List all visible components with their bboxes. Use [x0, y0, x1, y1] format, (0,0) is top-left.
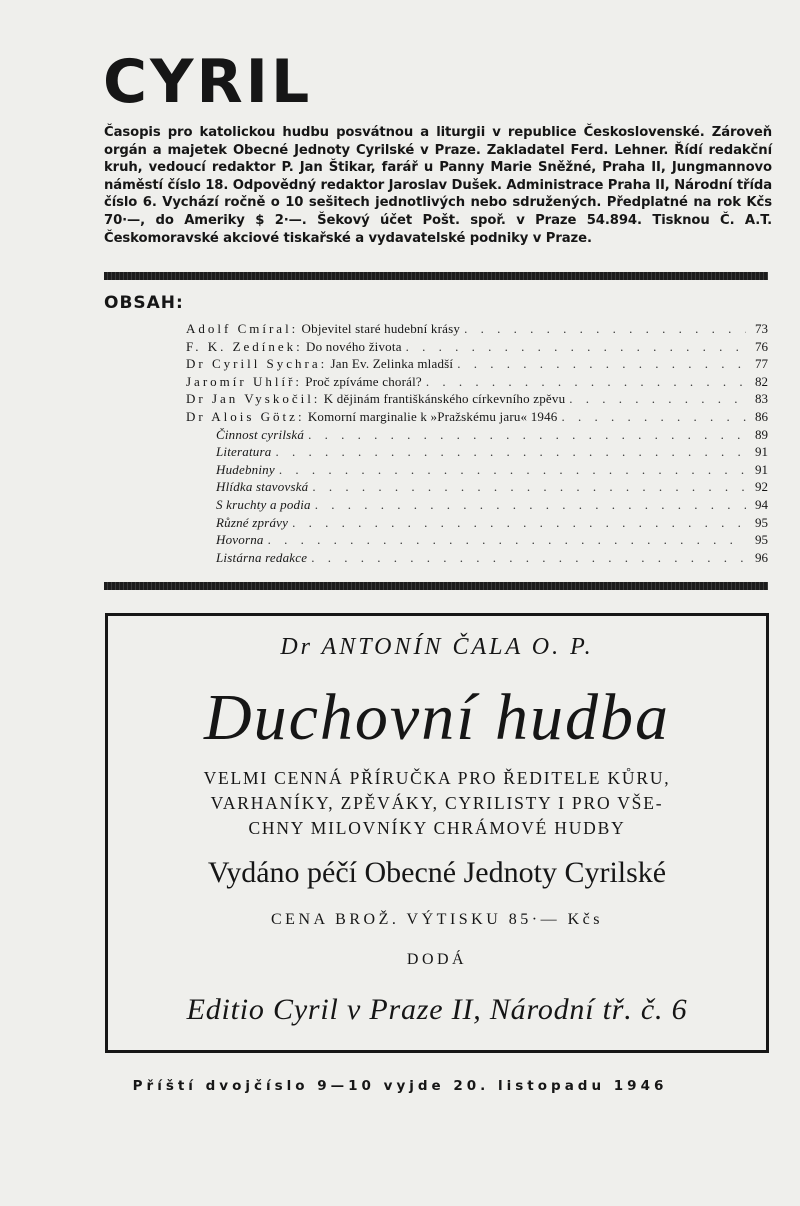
toc-author: Jaromír Uhlíř:	[186, 373, 303, 389]
toc-section-title: Hudebniny	[216, 461, 275, 477]
toc-entry[interactable]	[186, 339, 768, 357]
toc-section-title: S kruchty a podia	[216, 496, 311, 512]
toc-section-title: Literatura	[216, 444, 272, 460]
toc-entry[interactable]	[186, 356, 768, 374]
toc-author: F. K. Zedínek:	[186, 338, 303, 354]
middle-divider	[104, 582, 768, 590]
dot-leader	[464, 321, 746, 337]
ad-price: CENA BROŽ. VÝTISKU 85·— Kčs	[271, 911, 603, 928]
toc-page-number: 77	[755, 356, 768, 372]
toc-page-number: 76	[755, 338, 768, 354]
dot-leader	[457, 356, 746, 372]
ad-description	[128, 766, 746, 841]
toc-page-number: 91	[755, 444, 768, 460]
toc-section-title: Hlídka stavovská	[216, 479, 309, 495]
imprint-paragraph: Časopis pro katolickou hudbu posvátnou a liturgii v republice Československé. Zároveň orgán a majetek Obecné Jednoty Cyrilské v Praze. Zakladatel Ferd. Lehner. Řídí redakční kruh, vedoucí redaktor P. Jan Štikar, farář u Panny Marie Sněžné, Praha II, Jungmannovo náměstí číslo 18. Odpovědný redaktor Jaroslav Dušek. Administrace Praha II, Národní třída číslo 6. Vychází ročně o 10 sešitech jednotlivých nebo sdružených. Předplatné na rok Kčs 70·—, do Ameriky $ 2·—. Šekový účet Pošt. spoř. v Praze 54.894. Tisknou Č. A.T. Českomoravské akciové tiskařské a vydavatelské podniky v Praze.	[104, 125, 772, 246]
toc-author: Adolf Cmíral:	[186, 321, 299, 336]
dot-leader	[315, 497, 746, 513]
ad-book-title: Duchovní hudba	[203, 681, 671, 754]
toc-entry[interactable]	[186, 321, 768, 339]
dot-leader	[311, 550, 746, 566]
toc-page-number: 96	[755, 549, 768, 565]
dot-leader	[312, 479, 746, 495]
toc-author: Dr Cyrill Sychra:	[186, 356, 328, 372]
toc-section-title: Činnost cyrilská	[216, 426, 305, 442]
toc-section[interactable]	[186, 550, 768, 568]
table-of-contents	[186, 321, 768, 567]
ad-author: Dr ANTONÍN ČALA O. P.	[280, 634, 594, 660]
toc-page-number: 89	[755, 426, 768, 442]
toc-page-number: 91	[755, 461, 768, 477]
dot-leader	[275, 444, 746, 460]
book-advertisement	[105, 613, 769, 1053]
toc-title: Do nového života	[306, 338, 402, 354]
toc-section-title: Různé zprávy	[216, 514, 289, 530]
dot-leader	[279, 462, 746, 478]
dot-leader	[426, 374, 746, 390]
toc-author: Dr Jan Vyskočil:	[186, 391, 321, 407]
toc-section[interactable]	[186, 479, 768, 497]
dot-leader	[569, 391, 746, 407]
ad-publisher: Vydáno péčí Obecné Jednoty Cyrilské	[207, 856, 667, 889]
dot-leader	[406, 339, 746, 355]
toc-section-title: Listárna redakce	[216, 549, 308, 565]
next-issue-notice: Příští dvojčíslo 9—10 vyjde 20. listopadu 1946	[132, 1078, 668, 1094]
toc-title: Objevitel staré hudební krásy	[301, 321, 461, 336]
toc-entry[interactable]	[186, 391, 768, 409]
toc-page-number: 95	[755, 532, 768, 548]
toc-title: Jan Ev. Zelinka mladší	[330, 356, 454, 372]
masthead-title: CYRIL	[103, 47, 313, 117]
ad-description-line: CHNY MILOVNÍKY CHRÁMOVÉ HUDBY	[248, 818, 626, 838]
toc-entry[interactable]	[186, 409, 768, 427]
toc-section[interactable]	[186, 462, 768, 480]
top-divider	[104, 272, 768, 280]
ad-address: Editio Cyril v Praze II, Národní tř. č. 6	[186, 993, 688, 1026]
toc-heading: OBSAH:	[104, 293, 184, 313]
ad-description-line: VELMI CENNÁ PŘÍRUČKA PRO ŘEDITELE KŮRU,	[203, 768, 671, 788]
toc-author: Dr Alois Götz:	[186, 408, 305, 424]
toc-page-number: 82	[755, 373, 768, 389]
dot-leader	[308, 427, 746, 443]
toc-section[interactable]	[186, 515, 768, 533]
toc-page-number: 95	[755, 514, 768, 530]
toc-page-number: 86	[755, 408, 768, 424]
dot-leader	[562, 409, 746, 425]
toc-section[interactable]	[186, 532, 768, 550]
ad-supplier-label: DODÁ	[406, 951, 468, 968]
toc-title: Komorní marginalie k »Pražskému jaru« 1946	[307, 408, 558, 424]
dot-leader	[292, 515, 746, 531]
toc-title: K dějinám františkánského církevního zpěvu	[323, 391, 566, 407]
toc-entry[interactable]	[186, 374, 768, 392]
toc-page-number: 83	[755, 391, 768, 407]
toc-page-number: 94	[755, 496, 768, 512]
toc-page-number: 92	[755, 479, 768, 495]
toc-section-title: Hovorna	[216, 532, 264, 548]
dot-leader	[268, 532, 746, 548]
toc-title: Proč zpíváme chorál?	[305, 373, 422, 389]
toc-page-number: 73	[755, 321, 768, 336]
toc-section[interactable]	[186, 444, 768, 462]
toc-section[interactable]	[186, 427, 768, 445]
toc-section[interactable]	[186, 497, 768, 515]
ad-description-line: VARHANÍKY, ZPĚVÁKY, CYRILISTY I PRO VŠE-	[210, 793, 664, 813]
